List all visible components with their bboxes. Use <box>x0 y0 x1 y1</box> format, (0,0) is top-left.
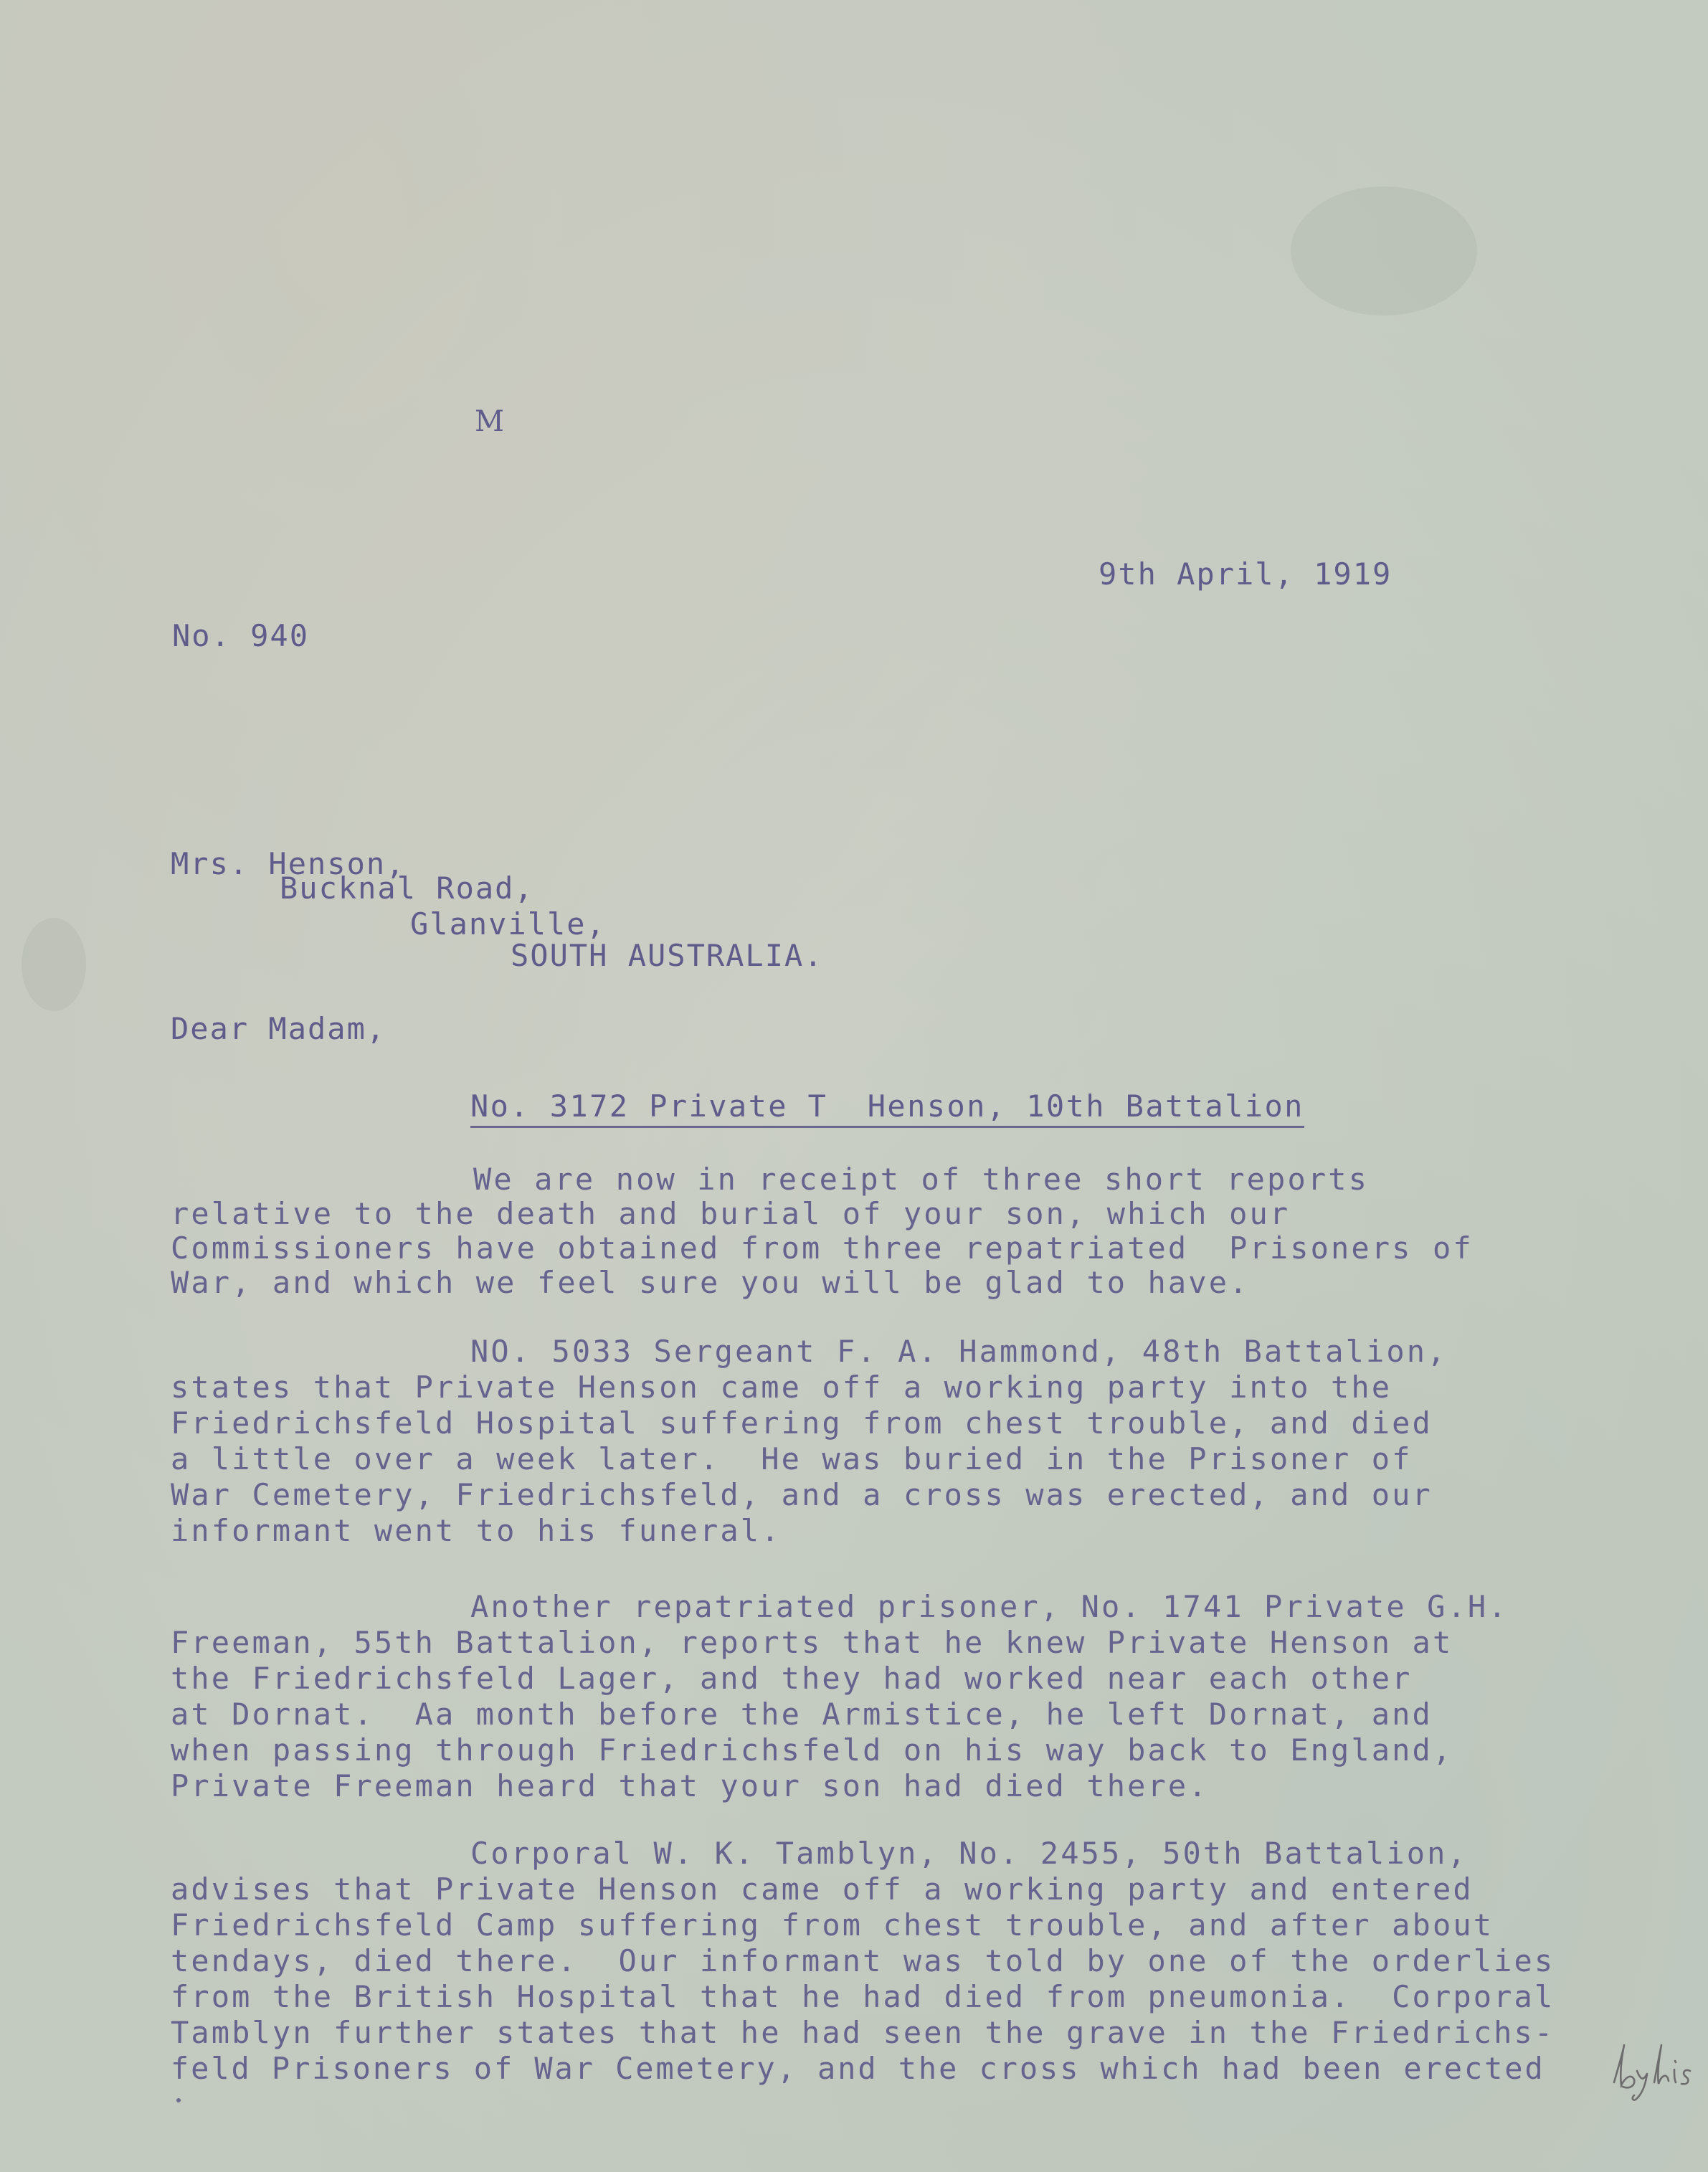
paragraph-line: Private Freeman heard that your son had died there. <box>171 1768 1209 1803</box>
paragraph-line: Commissioners have obtained from three repatriated Prisoners of <box>171 1230 1474 1266</box>
paragraph-line: states that Private Henson came off a working party into the <box>171 1370 1393 1405</box>
paragraph-line: Friedrichsfeld Camp suffering from chest trouble, and after about <box>171 1907 1494 1943</box>
subject-line: No. 3172 Private T Henson, 10th Battalion <box>470 1089 1304 1128</box>
address-line: Mrs. Henson, <box>171 846 406 881</box>
top-mark: M <box>475 405 504 438</box>
paragraph-line: War Cemetery, Friedrichsfeld, and a cross was erected, and our <box>171 1477 1433 1512</box>
paragraph-line: War, and which we feel sure you will be glad to have. <box>171 1265 1250 1300</box>
paragraph-line: a little over a week later. He was buried in the Prisoner of <box>171 1441 1413 1476</box>
paragraph-line: at Dornat. Aa month before the Armistice, he left Dornat, and <box>171 1697 1433 1732</box>
paragraph-line: Freeman, 55th Battalion, reports that he knew Private Henson at <box>171 1625 1453 1660</box>
reference-number: No. 940 <box>172 618 310 653</box>
paragraph-line: the Friedrichsfeld Lager, and they had worked near each other <box>171 1661 1413 1696</box>
paragraph-line: Corporal W. K. Tamblyn, No. 2455, 50th Battalion, <box>470 1836 1468 1871</box>
paragraph-line: Friedrichsfeld Hospital suffering from chest trouble, and died <box>171 1405 1433 1441</box>
handwritten-annotation <box>1610 2038 1696 2102</box>
address-line: Bucknal Road, <box>280 871 534 906</box>
paragraph-line: NO. 5033 Sergeant F. A. Hammond, 48th Battalion, <box>470 1334 1448 1369</box>
address-line: Glanville, <box>410 906 606 942</box>
ink-dot <box>176 2098 181 2102</box>
paragraph-line: Another repatriated prisoner, No. 1741 Private G.H. <box>470 1589 1509 1624</box>
address-line: SOUTH AUSTRALIA. <box>511 938 824 973</box>
paragraph-line: relative to the death and burial of your son, which our <box>171 1196 1291 1231</box>
paragraph-line: We are now in receipt of three short reports <box>473 1162 1369 1197</box>
paragraph-line: advises that Private Henson came off a working party and entered <box>171 1872 1474 1907</box>
paragraph-line: feld Prisoners of War Cemetery, and the cross which had been erected <box>171 2051 1545 2086</box>
paragraph-line: from the British Hospital that he had died from pneumonia. Corporal <box>171 1979 1555 2014</box>
paper-stain <box>22 918 86 1011</box>
paragraph-line: tendays, died there. Our informant was told by one of the orderlies <box>171 1943 1555 1978</box>
letter-date: 9th April, 1919 <box>1099 556 1393 592</box>
paragraph-line: Tamblyn further states that he had seen the grave in the Friedrichs- <box>171 2015 1555 2050</box>
paragraph-line: informant went to his funeral. <box>171 1513 782 1548</box>
salutation: Dear Madam, <box>171 1011 386 1046</box>
paper-stain <box>1291 186 1477 316</box>
paragraph-line: when passing through Friedrichsfeld on his way back to England, <box>171 1732 1453 1768</box>
